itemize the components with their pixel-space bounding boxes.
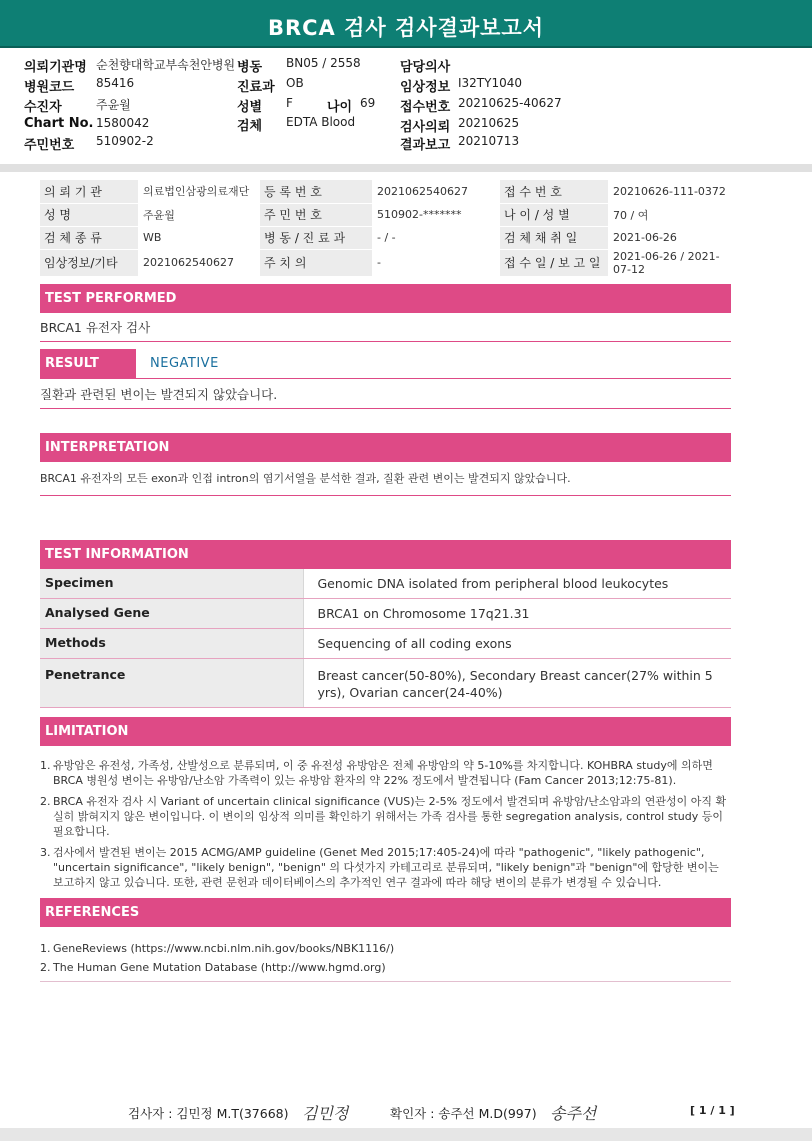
patient-label: 수진자	[24, 100, 62, 115]
report-footer	[0, 1100, 812, 1124]
table-value: 2021-06-26	[608, 226, 732, 249]
list-text: BRCA 유전자 검사 시 Variant of uncertain clinical significance (VUS)는 2-5% 정도에서 발견되며 유방암/난소암과의 연관성이 아직 확실히 밝혀지지 않은 변이입니다. 이 변이의 임상적 의미를 확인하기 위해서는 가족 검사를 통한 segregation analysis, control study 등이 필요합니다.	[53, 795, 727, 838]
confirmer-signature: 송주선	[550, 1104, 597, 1123]
references-list	[40, 939, 732, 977]
list-number: 2.	[40, 961, 51, 974]
list-text: 유방암은 유전성, 가족성, 산발성으로 분류되며, 이 중 유전성 유방암은 전체 유방암의 약 5-10%를 차지합니다. KOHBRA study에 의하면 BRCA 병원성 변이는 유방암/난소암 가족력이 있는 유방암 환자의 약 22% 정도에서 발견됩니다 (Fam Cancer 2013;12:75-81).	[53, 759, 713, 787]
table-row	[40, 226, 732, 249]
resident-no-label: 주민번호	[24, 138, 75, 153]
specimen-info-table	[40, 180, 732, 277]
age-value: 69	[360, 96, 376, 110]
report-date-value: 20210713	[458, 134, 520, 148]
sex-value: F	[286, 96, 293, 110]
list-number: 1.	[40, 942, 51, 955]
test-performed-heading: TEST PERFORMED	[40, 284, 731, 313]
table-value: Sequencing of all coding exons	[303, 629, 731, 659]
table-row	[40, 659, 731, 708]
table-row	[40, 203, 732, 226]
section-divider	[40, 981, 731, 982]
list-number: 2.	[40, 795, 51, 808]
list-number: 1.	[40, 759, 51, 772]
list-text: 검사에서 발견된 변이는 2015 ACMG/AMP guideline (Genet Med 2015;17:405-24)에 따라 "pathogenic", "likely pathogenic", "uncertain significance", "likely benign", "benign" 의 다섯가지 카테고리로 분류되며, "likely benign"과 "benign"에 합당한 변이는 보고하지 않고 있습니다. 또한, 관련 문헌과 데이터베이스의 추가적인 연구 결과에 따라 해당 변이의 분류가 변경될 수 있습니다.	[53, 846, 719, 889]
list-item	[40, 958, 732, 977]
list-number: 3.	[40, 846, 51, 859]
table-key: 주 민 번 호	[260, 203, 372, 226]
table-value: BRCA1 on Chromosome 17q21.31	[303, 599, 731, 629]
interpretation-text: BRCA1 유전자의 모든 exon과 인접 intron의 염기서열을 분석한 결과, 질환 관련 변이는 발견되지 않았습니다.	[40, 472, 571, 485]
limitation-list	[40, 758, 732, 896]
ward-label: 병동	[237, 60, 263, 75]
section-divider	[40, 408, 731, 409]
table-key: Analysed Gene	[40, 599, 303, 629]
list-text: The Human Gene Mutation Database (http://www.hgmd.org)	[53, 961, 386, 974]
table-value: 20210626-111-0372	[608, 180, 732, 203]
test-information-heading: TEST INFORMATION	[40, 540, 731, 569]
hospital-code-label: 병원코드	[24, 80, 75, 95]
table-value: 2021062540627	[372, 180, 500, 203]
table-value: - / -	[372, 226, 500, 249]
table-row	[40, 629, 731, 659]
age-label: 나이	[327, 100, 353, 115]
table-value: Breast cancer(50-80%), Secondary Breast cancer(27% within 5 yrs), Ovarian cancer(24-40%)	[303, 659, 731, 708]
table-key: 나 이 / 성 별	[500, 203, 608, 226]
table-key: 검 체 채 취 일	[500, 226, 608, 249]
tester-signature: 김민정	[302, 1104, 349, 1123]
hospital-code-value: 85416	[96, 76, 135, 90]
list-item	[40, 794, 732, 839]
table-row	[40, 249, 732, 276]
table-key: 성 명	[40, 203, 138, 226]
test-performed-text: BRCA1 유전자 검사	[40, 320, 151, 335]
clinical-info-label: 임상정보	[400, 80, 451, 95]
page-number: [ 1 / 1 ]	[690, 1104, 735, 1117]
table-value: -	[372, 249, 500, 276]
table-key: 임상정보/기타	[40, 249, 138, 276]
limitation-heading: LIMITATION	[40, 717, 731, 746]
table-key: 검 체 종 류	[40, 226, 138, 249]
ward-value: BN05 / 2558	[286, 56, 361, 70]
specimen-value: EDTA Blood	[286, 115, 356, 129]
table-key: Specimen	[40, 569, 303, 599]
confirmer-info: 확인자 : 송주선 M.D(997)	[390, 1106, 537, 1121]
report-date-label: 결과보고	[400, 138, 451, 153]
result-row	[40, 349, 731, 379]
table-value: 2021062540627	[138, 249, 260, 276]
tester-info: 검사자 : 김민정 M.T(37668)	[128, 1106, 289, 1121]
table-key: 병 동 / 진 료 과	[260, 226, 372, 249]
footer-band	[0, 1128, 812, 1141]
list-item	[40, 939, 732, 958]
list-item	[40, 845, 732, 890]
table-key: 주 치 의	[260, 249, 372, 276]
section-divider	[40, 341, 731, 342]
interpretation-heading: INTERPRETATION	[40, 433, 731, 462]
list-text: GeneReviews (https://www.ncbi.nlm.nih.gov/books/NBK1116/)	[53, 942, 395, 955]
list-item	[40, 758, 732, 788]
chart-no-value: 1580042	[96, 116, 150, 130]
table-row	[40, 569, 731, 599]
department-value: OB	[286, 76, 304, 90]
result-value: NEGATIVE	[150, 356, 219, 371]
table-value: 의료법인삼광의료재단	[138, 180, 260, 203]
table-value: Genomic DNA isolated from peripheral blood leukocytes	[303, 569, 731, 599]
patient-header	[0, 48, 812, 164]
table-value: 2021-06-26 / 2021-07-12	[608, 249, 732, 276]
table-value: 510902-*******	[372, 203, 500, 226]
report-title: BRCA 검사 검사결과보고서	[0, 0, 812, 48]
table-row	[40, 180, 732, 203]
table-value: WB	[138, 226, 260, 249]
result-text: 질환과 관련된 변이는 발견되지 않았습니다.	[40, 387, 278, 402]
table-row	[40, 599, 731, 629]
result-heading: RESULT	[40, 349, 136, 378]
request-date-label: 검사의뢰	[400, 120, 451, 135]
resident-no-value: 510902-2	[96, 134, 154, 148]
table-key: 등 록 번 호	[260, 180, 372, 203]
table-value: 70 / 여	[608, 203, 732, 226]
accession-value: 20210625-40627	[458, 96, 562, 110]
table-key: 접 수 일 / 보 고 일	[500, 249, 608, 276]
test-information-table	[40, 569, 731, 708]
table-key: 의 뢰 기 관	[40, 180, 138, 203]
table-key: 접 수 번 호	[500, 180, 608, 203]
table-key: Penetrance	[40, 659, 303, 708]
clinical-info-value: I32TY1040	[458, 76, 523, 90]
chart-no-label: Chart No.	[24, 116, 94, 131]
physician-label: 담당의사	[400, 60, 451, 75]
references-heading: REFERENCES	[40, 898, 731, 927]
table-value: 주윤월	[138, 203, 260, 226]
accession-label: 접수번호	[400, 100, 451, 115]
section-divider	[40, 495, 731, 496]
table-key: Methods	[40, 629, 303, 659]
hospital-value: 순천향대학교부속천안병원	[96, 58, 236, 72]
patient-value: 주윤월	[96, 98, 131, 112]
specimen-label: 검체	[237, 119, 263, 134]
sex-label: 성별	[237, 100, 263, 115]
header-divider	[0, 164, 812, 172]
request-date-value: 20210625	[458, 116, 520, 130]
hospital-label: 의뢰기관명	[24, 60, 87, 75]
department-label: 진료과	[237, 80, 275, 95]
